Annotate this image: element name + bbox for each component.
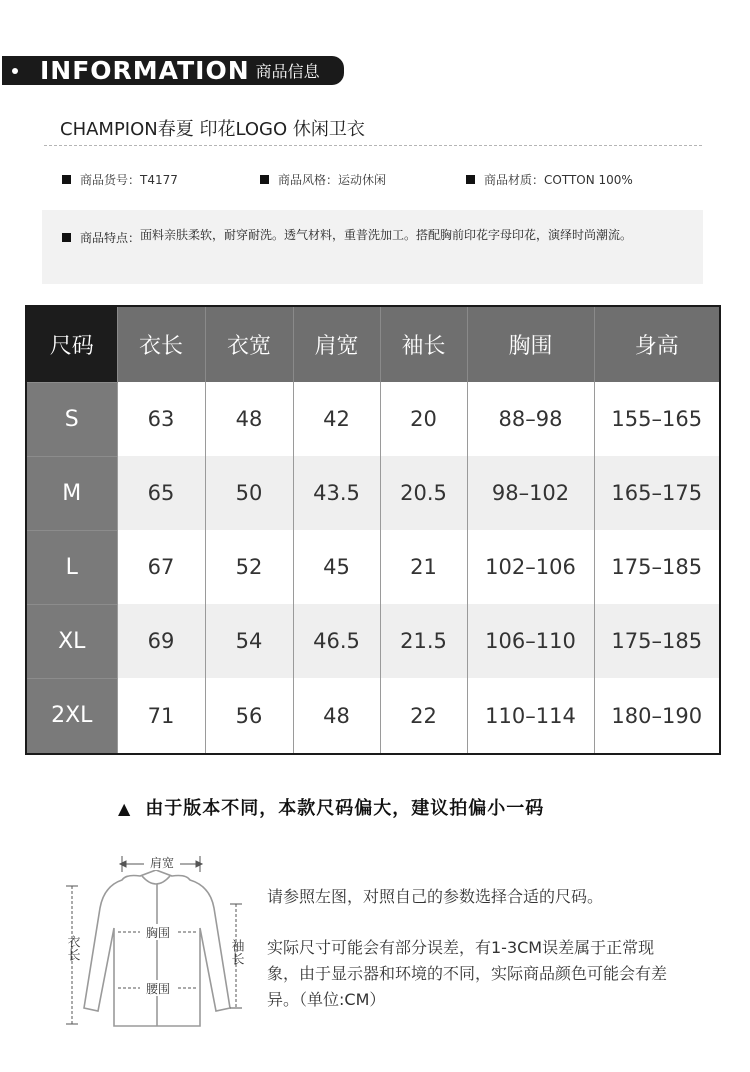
- size-cell: 2XL: [26, 678, 117, 754]
- garment-measure-diagram: [60, 848, 260, 1033]
- header-chest: 胸围: [467, 306, 594, 382]
- table-cell: 165–175: [594, 456, 720, 530]
- header-length: 衣长: [117, 306, 205, 382]
- size-cell: XL: [26, 604, 117, 678]
- square-bullet-icon: [62, 233, 71, 242]
- features-text: 面料亲肤柔软，耐穿耐洗。透气材料，重普洗加工。搭配胸前印花字母印花，演绎时尚潮流。: [140, 228, 633, 242]
- table-cell: 63: [117, 382, 205, 456]
- table-cell: 71: [117, 678, 205, 754]
- table-cell: 45: [293, 530, 380, 604]
- table-row: [26, 604, 720, 678]
- size-cell: M: [26, 456, 117, 530]
- meta-item-style: [260, 171, 386, 188]
- table-cell: 20: [380, 382, 467, 456]
- label-waist: 腰围: [145, 982, 171, 996]
- features-box: [42, 210, 703, 284]
- table-cell: 48: [293, 678, 380, 754]
- notice-text: 由于版本不同，本款尺码偏大，建议拍偏小一码: [145, 798, 545, 819]
- table-cell: 21.5: [380, 604, 467, 678]
- meta-item-sku: [62, 171, 178, 188]
- size-cell: L: [26, 530, 117, 604]
- table-cell: 65: [117, 456, 205, 530]
- table-header-row: [26, 306, 720, 382]
- table-cell: 42: [293, 382, 380, 456]
- desc-line-2: 实际尺寸可能会有部分误差，有1-3CM误差属于正常现象，由于显示器和环境的不同，实际商品颜色可能会有差异。（单位:CM）: [267, 938, 668, 1009]
- header-size: 尺码: [26, 306, 117, 382]
- table-cell: 48: [205, 382, 293, 456]
- divider: [44, 145, 702, 146]
- table-cell: 106–110: [467, 604, 594, 678]
- banner-title-en: INFORMATION: [40, 56, 250, 85]
- table-row: [26, 678, 720, 754]
- product-title: CHAMPION春夏 印花LOGO 休闲卫衣: [60, 119, 365, 140]
- table-cell: 69: [117, 604, 205, 678]
- table-row: [26, 382, 720, 456]
- table-cell: 180–190: [594, 678, 720, 754]
- square-bullet-icon: [260, 175, 269, 184]
- jacket-outline-icon: [84, 870, 230, 1026]
- table-cell: 22: [380, 678, 467, 754]
- meta-text: 商品材质：COTTON 100%: [484, 173, 633, 187]
- meta-item-material: [466, 171, 633, 188]
- table-cell: 52: [205, 530, 293, 604]
- meta-text: 商品货号：T4177: [80, 173, 178, 187]
- header-shoulder: 肩宽: [293, 306, 380, 382]
- table-cell: 20.5: [380, 456, 467, 530]
- label-shoulder: 肩宽: [149, 856, 175, 870]
- header-sleeve: 袖长: [380, 306, 467, 382]
- table-cell: 54: [205, 604, 293, 678]
- table-cell: 175–185: [594, 530, 720, 604]
- table-cell: 175–185: [594, 604, 720, 678]
- header-height: 身高: [594, 306, 720, 382]
- size-table: [25, 305, 721, 755]
- meta-text: 商品风格：运动休闲: [278, 173, 387, 187]
- table-row: [26, 530, 720, 604]
- table-cell: 50: [205, 456, 293, 530]
- square-bullet-icon: [466, 175, 475, 184]
- label-chest: 胸围: [145, 926, 171, 940]
- label-length: 衣长: [64, 935, 80, 961]
- square-bullet-icon: [62, 175, 71, 184]
- label-sleeve: 袖长: [228, 939, 244, 965]
- features-label: 商品特点：: [80, 231, 141, 245]
- table-cell: 155–165: [594, 382, 720, 456]
- table-cell: 67: [117, 530, 205, 604]
- table-row: [26, 456, 720, 530]
- header-width: 衣宽: [205, 306, 293, 382]
- banner-title-cn: 商品信息: [255, 62, 320, 81]
- desc-line-1: 请参照左图，对照自己的参数选择合适的尺码。: [267, 887, 604, 906]
- information-banner: [2, 56, 344, 85]
- table-cell: 43.5: [293, 456, 380, 530]
- table-cell: 56: [205, 678, 293, 754]
- triangle-icon: ▲: [118, 799, 132, 818]
- table-cell: 88–98: [467, 382, 594, 456]
- table-cell: 102–106: [467, 530, 594, 604]
- bullet-dot-icon: [12, 68, 18, 74]
- size-cell: S: [26, 382, 117, 456]
- table-cell: 98–102: [467, 456, 594, 530]
- table-cell: 110–114: [467, 678, 594, 754]
- table-cell: 21: [380, 530, 467, 604]
- table-cell: 46.5: [293, 604, 380, 678]
- size-notice: [118, 794, 544, 820]
